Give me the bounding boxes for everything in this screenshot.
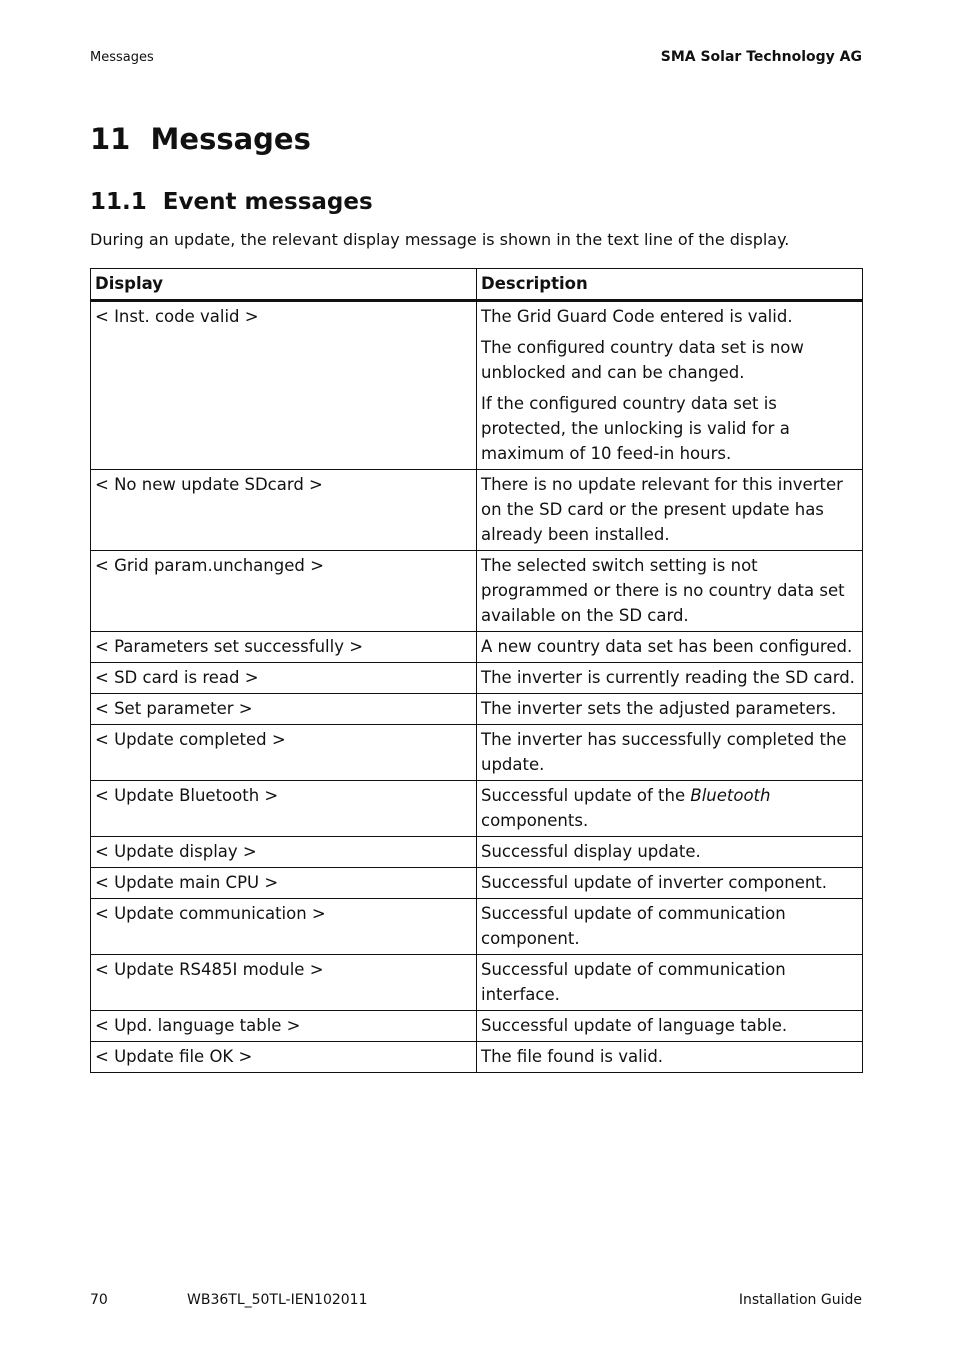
display-message-cell: < Update communication > xyxy=(91,899,477,955)
display-message-cell: < No new update SDcard > xyxy=(91,470,477,551)
description-paragraph: Successful update of communication interface. xyxy=(481,960,786,1004)
display-message-cell: < Update display > xyxy=(91,837,477,868)
description-paragraph: The selected switch setting is not programmed or there is no country data set available on the SD card. xyxy=(481,556,845,625)
table-row xyxy=(91,725,863,781)
event-messages-table xyxy=(90,268,863,1073)
table-row xyxy=(91,694,863,725)
page-number: 70 xyxy=(90,1292,108,1308)
description-paragraph: A new country data set has been configured. xyxy=(481,637,853,656)
description-paragraph: The Grid Guard Code entered is valid. xyxy=(481,307,793,326)
table-row xyxy=(91,781,863,837)
description-cell xyxy=(477,868,863,899)
description-cell xyxy=(477,899,863,955)
description-cell xyxy=(477,781,863,837)
display-message-cell: < Update completed > xyxy=(91,725,477,781)
description-text: components. xyxy=(481,811,589,830)
display-message-cell: < Inst. code valid > xyxy=(91,301,477,470)
description-paragraph: Successful display update. xyxy=(481,842,701,861)
description-cell xyxy=(477,837,863,868)
description-paragraph: Successful update of inverter component. xyxy=(481,873,828,892)
column-header-description: Description xyxy=(477,269,863,301)
section-intro: During an update, the relevant display message is shown in the text line of the display. xyxy=(90,230,790,249)
description-paragraph: There is no update relevant for this inverter on the SD card or the present update has already been installed. xyxy=(481,475,843,544)
description-paragraph: The inverter sets the adjusted parameters. xyxy=(481,699,837,718)
description-paragraph: The file found is valid. xyxy=(481,1047,664,1066)
running-header-chapter: Messages xyxy=(90,50,154,65)
description-paragraph: Successful update of language table. xyxy=(481,1016,788,1035)
display-message-cell: < Grid param.unchanged > xyxy=(91,551,477,632)
description-cell xyxy=(477,955,863,1011)
table-row xyxy=(91,301,863,470)
table-row xyxy=(91,470,863,551)
description-emphasis: Bluetooth xyxy=(690,786,771,805)
table-row xyxy=(91,955,863,1011)
table-row xyxy=(91,899,863,955)
description-cell xyxy=(477,470,863,551)
display-message-cell: < SD card is read > xyxy=(91,663,477,694)
description-cell xyxy=(477,725,863,781)
description-paragraph xyxy=(481,783,858,833)
table-row xyxy=(91,632,863,663)
section-heading: 11.1 Event messages xyxy=(90,189,373,215)
description-cell xyxy=(477,694,863,725)
display-message-cell: < Upd. language table > xyxy=(91,1011,477,1042)
display-message-cell: < Parameters set successfully > xyxy=(91,632,477,663)
description-paragraph: The configured country data set is now unblocked and can be changed. xyxy=(481,338,804,382)
description-text: Successful update of the xyxy=(481,786,691,805)
chapter-title: 11 Messages xyxy=(90,122,311,156)
running-header-company: SMA Solar Technology AG xyxy=(660,49,862,65)
description-paragraph: The inverter has successfully completed the update. xyxy=(481,730,847,774)
description-paragraph: Successful update of communication component. xyxy=(481,904,786,948)
description-cell xyxy=(477,301,863,470)
display-message-cell: < Update Bluetooth > xyxy=(91,781,477,837)
display-message-cell: < Update file OK > xyxy=(91,1042,477,1073)
document-id: WB36TL_50TL-IEN102011 xyxy=(187,1292,368,1308)
description-cell xyxy=(477,663,863,694)
table-body xyxy=(91,301,863,1073)
description-paragraph: If the configured country data set is protected, the unlocking is valid for a maximum of 10 feed-in hours. xyxy=(481,394,790,463)
document-type: Installation Guide xyxy=(738,1292,862,1308)
description-cell xyxy=(477,1011,863,1042)
table-row xyxy=(91,1042,863,1073)
table-row xyxy=(91,837,863,868)
table-row xyxy=(91,868,863,899)
table-row xyxy=(91,551,863,632)
description-cell xyxy=(477,632,863,663)
description-cell xyxy=(477,551,863,632)
table-row xyxy=(91,663,863,694)
description-cell xyxy=(477,1042,863,1073)
column-header-display: Display xyxy=(91,269,477,301)
display-message-cell: < Set parameter > xyxy=(91,694,477,725)
display-message-cell: < Update main CPU > xyxy=(91,868,477,899)
display-message-cell: < Update RS485I module > xyxy=(91,955,477,1011)
table-header-row xyxy=(91,269,863,301)
table-row xyxy=(91,1011,863,1042)
description-paragraph: The inverter is currently reading the SD card. xyxy=(481,668,855,687)
